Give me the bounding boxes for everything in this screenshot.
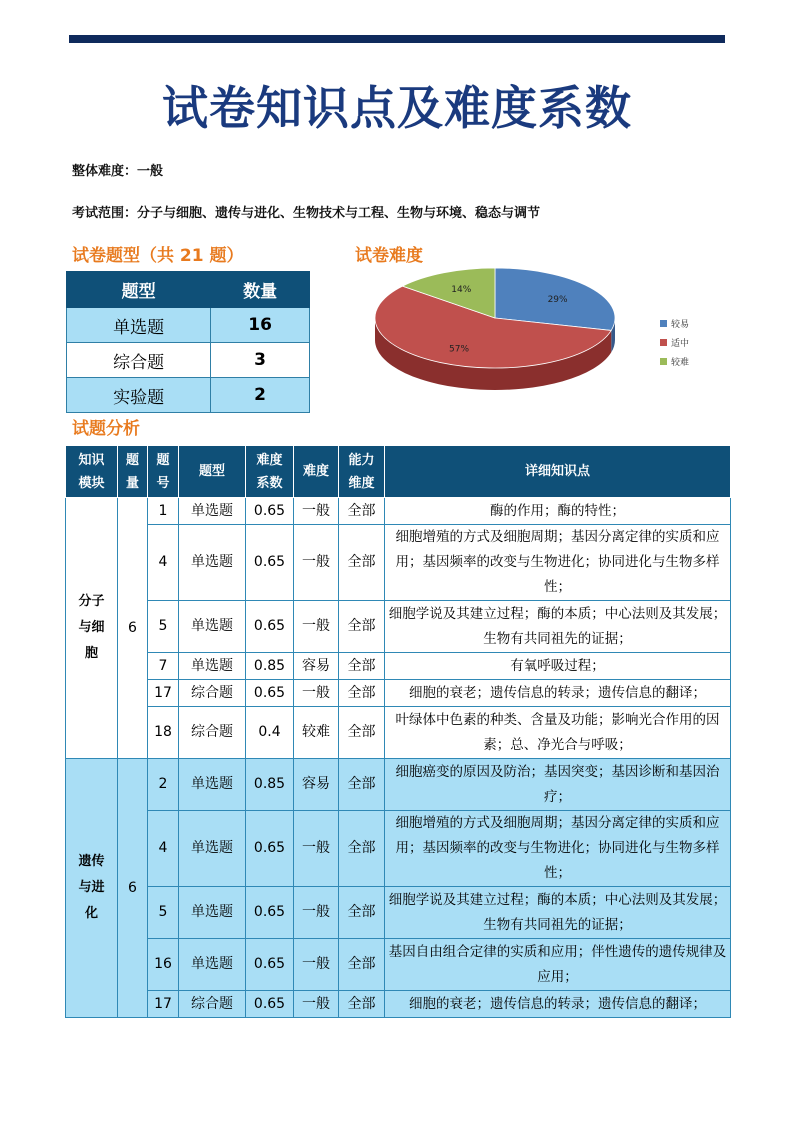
table-row	[66, 939, 731, 991]
type-cell: 单选题	[179, 653, 246, 680]
detail-cell: 细胞学说及其建立过程；酶的本质；中心法则及其发展；生物有共同祖先的证据；	[385, 601, 731, 653]
table-row	[66, 707, 731, 759]
header-coef: 难度 系数	[246, 446, 294, 498]
table-row	[66, 525, 731, 601]
number-cell: 17	[148, 991, 179, 1018]
type-cell: 单选题	[179, 887, 246, 939]
coef-cell: 0.85	[246, 653, 294, 680]
detail-cell: 细胞增殖的方式及细胞周期；基因分离定律的实质和应用；基因频率的改变与生物进化；协同进化与生物多样性；	[385, 525, 731, 601]
legend-label: 较易	[671, 320, 690, 330]
type-cell: 单选题	[179, 601, 246, 653]
table-row	[67, 343, 310, 378]
detail-cell: 叶绿体中色素的种类、含量及功能；影响光合作用的因素；总、净光合与呼吸；	[385, 707, 731, 759]
table-row	[66, 759, 731, 811]
detail-cell: 基因自由组合定律的实质和应用；伴性遗传的遗传规律及应用；	[385, 939, 731, 991]
overall-difficulty: 整体难度：一般	[72, 164, 164, 179]
count-cell: 16	[211, 308, 310, 343]
detail-cell: 细胞癌变的原因及防治；基因突变；基因诊断和基因治疗；	[385, 759, 731, 811]
level-cell: 一般	[294, 887, 339, 939]
table-row	[67, 308, 310, 343]
coef-cell: 0.65	[246, 525, 294, 601]
ability-cell: 全部	[339, 601, 385, 653]
header-bar	[69, 35, 725, 43]
legend-swatch	[660, 339, 667, 346]
coef-cell: 0.65	[246, 811, 294, 887]
number-cell: 2	[148, 759, 179, 811]
pie-data-label: 57%	[449, 344, 470, 355]
header-number: 题 号	[148, 446, 179, 498]
coef-cell: 0.4	[246, 707, 294, 759]
level-cell: 一般	[294, 811, 339, 887]
number-cell: 5	[148, 887, 179, 939]
analysis-table	[65, 445, 731, 1018]
level-cell: 一般	[294, 680, 339, 707]
exam-scope: 考试范围：分子与细胞、遗传与进化、生物技术与工程、生物与环境、稳态与调节	[72, 206, 541, 221]
ability-cell: 全部	[339, 707, 385, 759]
detail-cell: 细胞的衰老；遗传信息的转录；遗传信息的翻译；	[385, 991, 731, 1018]
type-cell: 单选题	[67, 308, 211, 343]
group-count-cell: 6	[118, 759, 148, 1018]
coef-cell: 0.65	[246, 680, 294, 707]
table-row	[66, 601, 731, 653]
number-cell: 18	[148, 707, 179, 759]
difficulty-title: 试卷难度	[355, 246, 423, 266]
number-cell: 7	[148, 653, 179, 680]
number-cell: 5	[148, 601, 179, 653]
type-cell: 综合题	[179, 680, 246, 707]
header-detail: 详细知识点	[385, 446, 731, 498]
detail-cell: 细胞的衰老；遗传信息的转录；遗传信息的翻译；	[385, 680, 731, 707]
coef-cell: 0.65	[246, 991, 294, 1018]
ability-cell: 全部	[339, 991, 385, 1018]
ability-cell: 全部	[339, 811, 385, 887]
group-count-cell: 6	[118, 498, 148, 759]
coef-cell: 0.65	[246, 498, 294, 525]
ability-cell: 全部	[339, 939, 385, 991]
detail-cell: 细胞增殖的方式及细胞周期；基因分离定律的实质和应用；基因频率的改变与生物进化；协同进化与生物多样性；	[385, 811, 731, 887]
pie-data-label: 14%	[451, 285, 472, 296]
difficulty-pie-chart	[360, 268, 740, 418]
legend-label: 适中	[671, 339, 690, 349]
legend-swatch	[660, 358, 667, 365]
count-cell: 2	[211, 378, 310, 413]
type-cell: 综合题	[67, 343, 211, 378]
level-cell: 一般	[294, 525, 339, 601]
number-cell: 4	[148, 811, 179, 887]
table-row	[66, 498, 731, 525]
ability-cell: 全部	[339, 525, 385, 601]
pie-data-label: 29%	[547, 294, 568, 305]
question-types-title: 试卷题型（共 21 题）	[72, 246, 244, 266]
table-row	[66, 653, 731, 680]
detail-cell: 有氧呼吸过程；	[385, 653, 731, 680]
count-cell: 3	[211, 343, 310, 378]
ability-cell: 全部	[339, 759, 385, 811]
header-type: 题型	[179, 446, 246, 498]
ability-cell: 全部	[339, 887, 385, 939]
coef-cell: 0.65	[246, 887, 294, 939]
coef-cell: 0.85	[246, 759, 294, 811]
header-count: 数量	[211, 272, 310, 308]
table-row	[66, 991, 731, 1018]
type-cell: 单选题	[179, 498, 246, 525]
number-cell: 17	[148, 680, 179, 707]
header-ability: 能力 维度	[339, 446, 385, 498]
type-cell: 综合题	[179, 707, 246, 759]
level-cell: 容易	[294, 653, 339, 680]
type-cell: 单选题	[179, 811, 246, 887]
detail-cell: 细胞学说及其建立过程；酶的本质；中心法则及其发展；生物有共同祖先的证据；	[385, 887, 731, 939]
level-cell: 容易	[294, 759, 339, 811]
ability-cell: 全部	[339, 680, 385, 707]
question-type-table	[66, 271, 310, 413]
level-cell: 一般	[294, 939, 339, 991]
table-row	[66, 680, 731, 707]
table-row	[67, 378, 310, 413]
analysis-title: 试题分析	[72, 419, 140, 439]
legend-swatch	[660, 320, 667, 327]
table-row	[66, 811, 731, 887]
type-cell: 单选题	[179, 525, 246, 601]
number-cell: 1	[148, 498, 179, 525]
level-cell: 一般	[294, 991, 339, 1018]
type-cell: 综合题	[179, 991, 246, 1018]
number-cell: 16	[148, 939, 179, 991]
header-level: 难度	[294, 446, 339, 498]
level-cell: 一般	[294, 498, 339, 525]
table-row	[66, 887, 731, 939]
coef-cell: 0.65	[246, 601, 294, 653]
module-cell: 遗传 与进 化	[66, 759, 118, 1018]
ability-cell: 全部	[339, 498, 385, 525]
detail-cell: 酶的作用；酶的特性；	[385, 498, 731, 525]
type-cell: 单选题	[179, 759, 246, 811]
page-title: 试卷知识点及难度系数	[162, 81, 632, 135]
header-module: 知识 模块	[66, 446, 118, 498]
coef-cell: 0.65	[246, 939, 294, 991]
type-cell: 实验题	[67, 378, 211, 413]
type-cell: 单选题	[179, 939, 246, 991]
header-count: 题 量	[118, 446, 148, 498]
level-cell: 较难	[294, 707, 339, 759]
module-cell: 分子 与细 胞	[66, 498, 118, 759]
number-cell: 4	[148, 525, 179, 601]
level-cell: 一般	[294, 601, 339, 653]
ability-cell: 全部	[339, 653, 385, 680]
header-type: 题型	[67, 272, 211, 308]
legend-label: 较难	[671, 358, 690, 368]
